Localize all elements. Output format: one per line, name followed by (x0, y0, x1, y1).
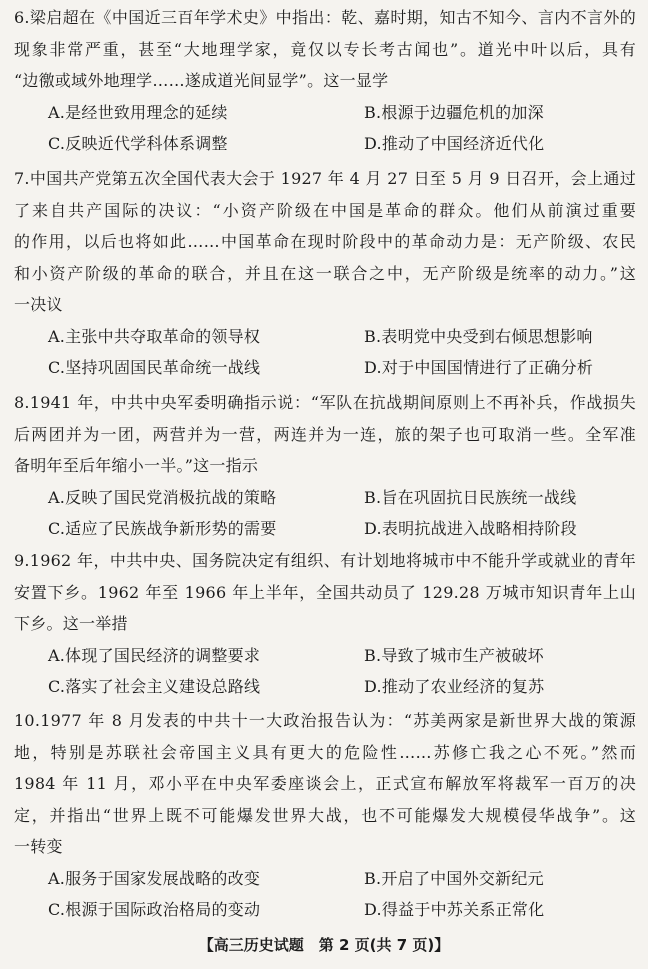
question-6 (14, 2, 636, 160)
option-a[interactable]: A.主张中共夺取革命的领导权 (48, 326, 261, 346)
question-10 (14, 705, 636, 926)
question-line: 7.中国共产党第五次全国代表大会于 1927 年 4 月 27 日至 5 月 9 日召开，会上通过 (14, 169, 636, 188)
options-row (14, 482, 636, 514)
question-line: 了来自共产国际的决议：“小资产阶级在中国是革命的群众。他们从前演过重要 (14, 200, 636, 220)
option-a[interactable]: A.反映了国民党消极抗战的策略 (48, 487, 277, 507)
question-line: 备明年至后年缩小一半。”这一指示 (14, 456, 259, 475)
question-9 (14, 545, 636, 703)
question-line: 9.1962 年，中共中央、国务院决定有组织、有计划地将城市中不能升学或就业的青年 (14, 551, 636, 570)
question-line: 10.1977 年 8 月发表的中共十一大政治报告认为：“苏美两家是新世界大战的策源 (14, 711, 636, 730)
question-line: 下乡。这一举措 (14, 614, 128, 633)
options-row (14, 513, 636, 545)
question-line: 8.1941 年，中共中央军委明确指示说：“军队在抗战期间原则上不再补兵，作战损失 (14, 393, 636, 412)
options-row (14, 128, 636, 160)
option-d[interactable]: D.对于中国国情进行了正确分析 (364, 358, 594, 377)
question-line: 一转变 (14, 837, 63, 856)
question-line: 的作用，以后也将如此……中国革命在现时阶段中的革命动力是：无产阶级、农民 (14, 232, 636, 251)
option-a[interactable]: A.体现了国民经济的调整要求 (48, 645, 261, 665)
option-a[interactable]: A.是经世致用理念的延续 (48, 102, 228, 122)
question-line: 地，特别是苏联社会帝国主义具有更大的危险性……苏修亡我之心不死。”然而 (14, 742, 636, 762)
question-8 (14, 387, 636, 545)
option-c[interactable]: C.坚持巩固国民革命统一战线 (48, 358, 261, 377)
question-line: 现象非常严重，甚至“大地理学家，竟仅以专长考古闻也”。道光中叶以后，具有 (14, 39, 636, 59)
option-c[interactable]: C.适应了民族战争新形势的需要 (48, 519, 277, 538)
option-b[interactable]: B.旨在巩固抗日民族统一战线 (364, 487, 577, 507)
options-row (14, 894, 636, 926)
option-a[interactable]: A.服务于国家发展战略的改变 (48, 868, 261, 888)
option-b[interactable]: B.表明党中央受到右倾思想影响 (364, 326, 593, 346)
page-footer: 【高三历史试题 第 2 页(共 7 页)】 (198, 936, 450, 954)
question-line: 一决议 (14, 295, 63, 314)
option-c[interactable]: C.反映近代学科体系调整 (48, 134, 228, 153)
option-c[interactable]: C.落实了社会主义建设总路线 (48, 677, 261, 696)
question-line: 1984 年 11 月，邓小平在中央军委座谈会上，正式宣布解放军将裁军一百万的决 (14, 774, 636, 793)
options-row (14, 863, 636, 895)
question-line: 和小资产阶级的革命的联合，并且在这一联合之中，无产阶级是统率的动力。”这 (14, 263, 636, 283)
option-d[interactable]: D.推动了中国经济近代化 (364, 134, 545, 153)
question-line: “边徼或域外地理学……遂成道光间显学”。这一显学 (14, 71, 389, 90)
options-row (14, 640, 636, 672)
question-line: 安置下乡。1962 年至 1966 年上半年，全国共动员了 129.28 万城市知识青年上山 (14, 582, 636, 602)
question-line: 6.梁启超在《中国近三百年学术史》中指出：乾、嘉时期，知古不知今、言内不言外的 (14, 8, 636, 27)
option-d[interactable]: D.得益于中苏关系正常化 (364, 900, 545, 919)
question-line: 定，并指出“世界上既不可能爆发世界大战，也不可能爆发大规模侵华战争”。这 (14, 805, 636, 825)
option-b[interactable]: B.导致了城市生产被破坏 (364, 645, 544, 665)
options-row (14, 97, 636, 129)
question-line: 后两团并为一团，两营并为一营，两连并为一连，旅的架子也可取消一些。全军准 (14, 424, 636, 444)
option-d[interactable]: D.推动了农业经济的复苏 (364, 677, 545, 696)
options-row (14, 321, 636, 353)
question-7 (14, 163, 636, 384)
options-row (14, 352, 636, 384)
option-c[interactable]: C.根源于国际政治格局的变动 (48, 900, 261, 919)
option-d[interactable]: D.表明抗战进入战略相持阶段 (364, 519, 577, 538)
option-b[interactable]: B.开启了中国外交新纪元 (364, 868, 544, 888)
options-row (14, 671, 636, 703)
option-b[interactable]: B.根源于边疆危机的加深 (364, 102, 544, 122)
